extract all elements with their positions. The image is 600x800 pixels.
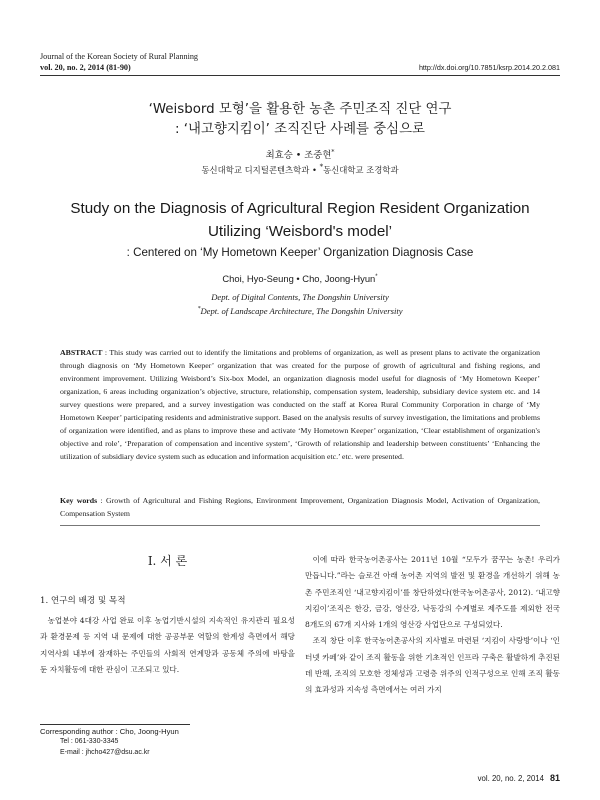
doi-link[interactable]: http://dx.doi.org/10.7851/ksrp.2014.20.2.081: [418, 63, 560, 72]
section-heading: I. 서 론: [147, 554, 188, 568]
english-affiliation-2: [0, 306, 600, 316]
journal-name: Journal of the Korean Society of Rural Planning: [40, 52, 199, 61]
affil-mark: *: [197, 306, 201, 313]
english-author-2: Cho, Joong-Hyun: [302, 273, 376, 284]
keywords-label: Key words: [60, 496, 98, 505]
affil-separator: •: [309, 164, 320, 175]
english-affiliation-1: Dept. of Digital Contents, The Dongshin University: [211, 292, 389, 302]
footnote-corresponding-author: Corresponding author : Cho, Joong-Hyun: [40, 727, 179, 736]
footnote-divider: [40, 724, 190, 725]
english-author-1: Choi, Hyo-Seung: [222, 273, 294, 284]
right-column: [305, 552, 560, 699]
keywords: [60, 494, 540, 520]
korean-author-1: 최효승: [265, 150, 293, 161]
abstract-label: ABSTRACT: [60, 348, 103, 357]
english-affil-2-text: Dept. of Landscape Architecture, The Dongshin University: [200, 306, 403, 316]
keywords-text: : Growth of Agricultural and Fishing Regions, Environment Improvement, Organization Diagnosis Model, Activation of Organization, Compensation System: [60, 496, 540, 518]
page-footer: [478, 773, 560, 783]
page-number: 81: [549, 773, 560, 783]
korean-title-line2: : ‘내고향지킴이’ 조직진단 사례를 중심으로: [175, 122, 425, 137]
english-title-line2: Utilizing ‘Weisbord's model’: [207, 223, 393, 240]
author-mark: *: [375, 273, 378, 280]
footnote-email[interactable]: E-mail : jhcho427@dsu.ac.kr: [60, 749, 150, 756]
header-divider: [40, 75, 560, 76]
subsection-heading: 1. 연구의 배경 및 목적: [40, 596, 126, 606]
journal-volume: vol. 20, no. 2, 2014 (81-90): [40, 63, 131, 72]
keywords-divider: [60, 525, 540, 526]
left-column-paragraph: 농업분야 4대강 사업 완료 이후 농업기반시설의 지속적인 유지관리 필요성과 환경문제 등 지역 내 문제에 대한 공공부문 역할의 한계성 측면에서 해당 지역사회 내부에 잠재하는 주민들의 사회적 연계망과 공동체 주의에 바탕을 둔 자치활동에 대한 관심이 고조되고 있다.: [40, 616, 295, 674]
korean-affil-left: 동신대학교 디지털콘텐츠학과: [201, 164, 310, 175]
korean-affiliations: [0, 163, 600, 176]
footnote-tel: Tel : 061-330-3345: [60, 738, 119, 745]
affil-mark: *: [319, 163, 324, 171]
author-separator: •: [293, 273, 303, 284]
author-mark: *: [331, 148, 335, 156]
english-authors: [0, 273, 600, 284]
english-subtitle: : Centered on ‘My Hometown Keeper’ Organization Diagnosis Case: [126, 246, 474, 259]
right-paragraph-1: 이에 따라 한국농어촌공사는 2011년 10월 “모두가 꿈꾸는 농촌! 우리가 만듭니다.”라는 슬로건 아래 농어촌 지역의 발전 및 환경을 개선하기 위해 농촌 주민조직인 ‘내고향지킴이’를 창단하였다(한국농어촌공사, 2012). ‘내고향지킴이’조직은 한강, 금강, 영산강, 낙동강의 수계별로 제주도를 제외한 전국 8개도의 67개 지사와 1개의 영산강 사업단으로 구성되었다.: [305, 555, 560, 630]
english-title-line1: Study on the Diagnosis of Agricultural Region Resident Organization: [70, 200, 530, 217]
abstract: [60, 346, 540, 463]
korean-authors: [0, 147, 600, 161]
author-separator: •: [292, 150, 305, 161]
korean-title-line1: ‘Weisbord 모형’을 활용한 농촌 주민조직 진단 연구: [148, 102, 452, 117]
footer-volume: vol. 20, no. 2, 2014: [477, 774, 544, 783]
korean-affil-right: 동신대학교 조경학과: [323, 164, 399, 175]
right-paragraph-2: 조직 창단 이후 한국농어촌공사의 지사별로 마련된 ‘지킴이 사랑방’이나 ‘인터넷 카페’와 같이 조직 활동을 위한 기초적인 인프라 구축은 활발하게 추진된데 반해, 조직의 모호한 정체성과 고령층 위주의 인적구성으로 인해 조직 활동의 효과성과 지속성 측면에서는 여러 가지: [305, 636, 560, 695]
abstract-text: : This study was carried out to identify the limitations and problems of organization, as well as present plans to activate the organization through diagnosis on ‘My Hometown Keeper’ organization that was created for the purpose of growth of agricultural and fishing regions, and environment improvement. Utilizing Weisbord’s Six-box Model, an organization diagnosis model useful for diagnosis of ‘My Hometown Keeper’ organization, 6 areas including organization’s objective, structure, relationship, compensation system, leadership, subsidiary device system etc. and 14 survey questions were prepared, and a survey investigation was conducted on the staff at Korea Rural Community Corporation in charge of ‘My Hometown Keeper’ participating residents and administrative support. Based on the analysis results of survey investigation, the limitations and problems of organization were identified, and as plans to improve these and activate ‘My Hometown Keeper’ organization, ‘Clear establishment of organization's objective and role’, ‘Preparation of compensation and incentive system’, ‘Growth of relationship and leadership between constituents’ ‘Enhancing the utilization of subsidiary device system such as education and information acquisition etc.’ etc. were presented.: [60, 348, 540, 462]
korean-author-2: 조중현: [304, 150, 332, 161]
